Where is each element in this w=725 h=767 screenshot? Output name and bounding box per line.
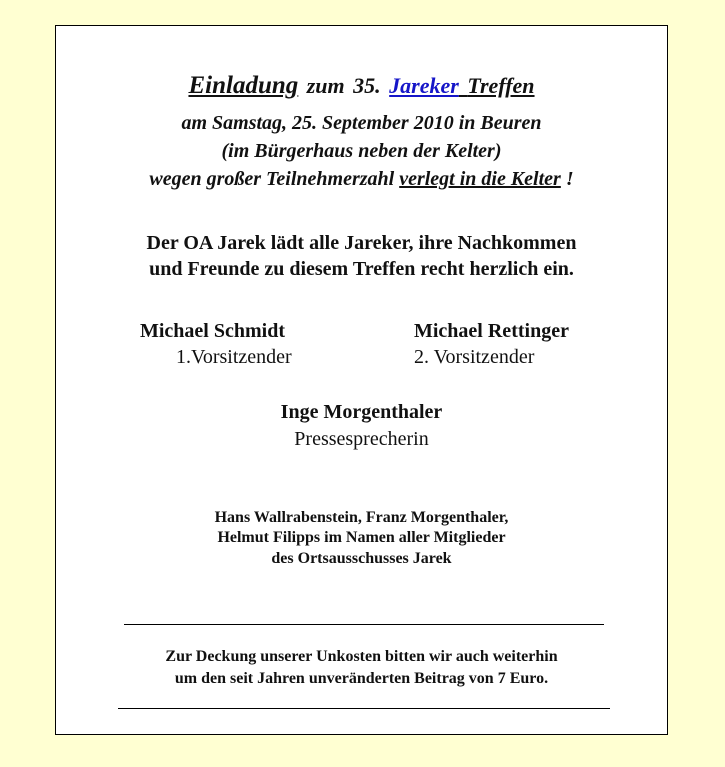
date-line: am Samstag, 25. September 2010 in Beuren	[181, 112, 542, 134]
press-role: Pressesprecherin	[294, 428, 429, 450]
committee-line-1: Hans Wallrabenstein, Franz Morgenthaler,	[214, 509, 509, 526]
signatory-first	[140, 320, 292, 369]
committee-line-3: des Ortsausschusses Jarek	[271, 550, 452, 567]
signatory-second	[414, 320, 569, 369]
footer-line-1: Zur Deckung unserer Unkosten bitten wir auch weiterhin	[165, 648, 558, 665]
press-name: Inge Morgenthaler	[280, 401, 443, 423]
venue-change-underlined: verlegt in die Kelter	[399, 168, 561, 190]
divider-bottom	[118, 708, 610, 709]
title-number: 35.	[353, 73, 381, 98]
location-line: (im Bürgerhaus neben der Kelter)	[221, 140, 502, 162]
committee-line-2: Helmut Filipps im Namen aller Mitglieder	[217, 529, 506, 546]
divider-top	[124, 624, 604, 625]
title-treffen: Treffen	[467, 73, 535, 98]
venue-change-line	[56, 168, 667, 191]
title-jareker: Jareker	[389, 73, 459, 98]
venue-change-prefix: wegen großer Teilnehmerzahl	[149, 168, 400, 190]
welcome-line-1: Der OA Jarek lädt alle Jareker, ihre Nachkommen	[146, 232, 577, 254]
welcome-line-2: und Freunde zu diesem Treffen recht herzlich ein.	[149, 258, 574, 280]
invitation-card	[55, 25, 668, 735]
invitation-title	[56, 72, 667, 100]
footer-line-2: um den seit Jahren unveränderten Beitrag von 7 Euro.	[174, 670, 549, 687]
signatory-first-name: Michael Schmidt	[140, 320, 285, 342]
signatory-second-name: Michael Rettinger	[414, 320, 569, 342]
title-einladung: Einladung	[188, 72, 299, 99]
venue-change-suffix: !	[560, 168, 574, 190]
signatory-first-role: 1.Vorsitzender	[176, 346, 292, 368]
title-zum: zum	[306, 73, 345, 98]
signatory-second-role: 2. Vorsitzender	[414, 346, 535, 368]
